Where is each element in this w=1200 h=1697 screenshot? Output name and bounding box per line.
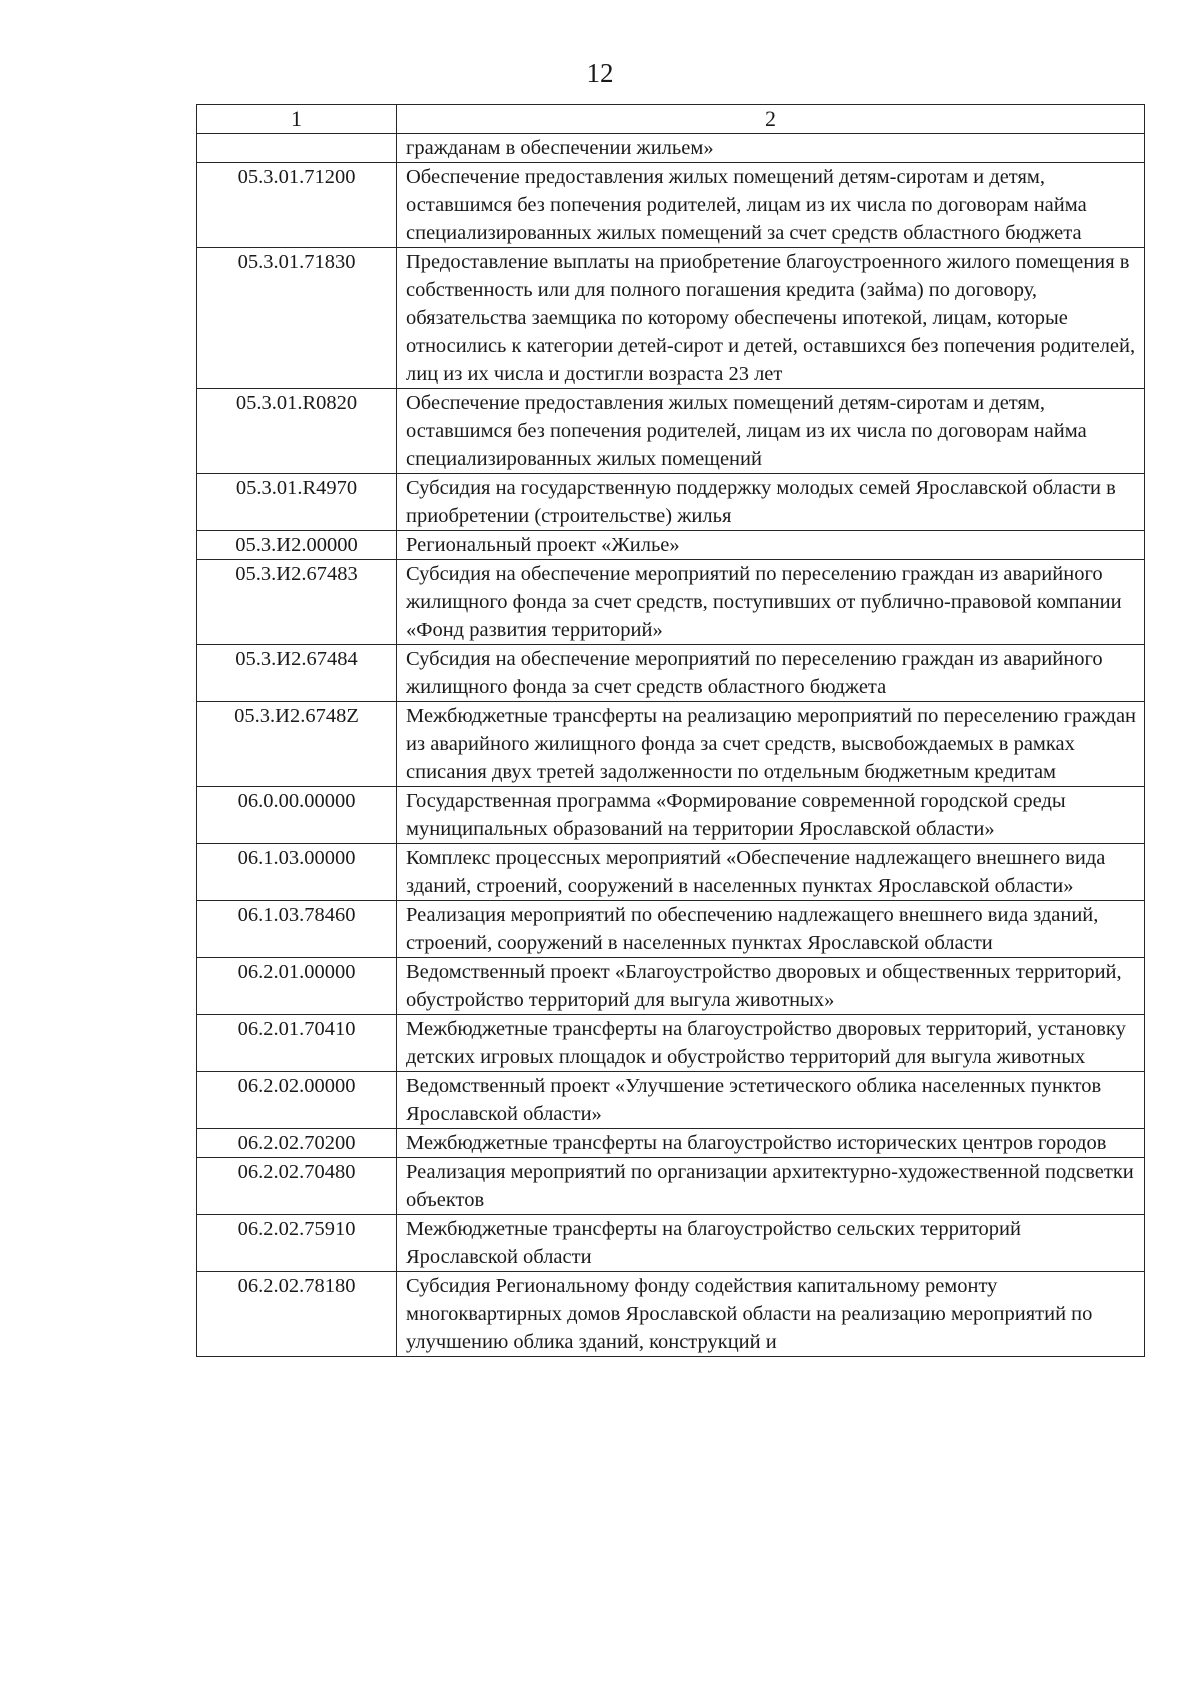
description-cell: Региональный проект «Жилье» [397, 531, 1145, 560]
budget-code-cell: 05.3.01.71830 [197, 248, 397, 389]
table-row [197, 844, 1145, 901]
column-header-description: 2 [397, 105, 1145, 134]
table-header-row [197, 105, 1145, 134]
table-row [197, 1015, 1145, 1072]
table-row [197, 531, 1145, 560]
budget-code-cell [197, 134, 397, 163]
budget-code-cell: 06.2.02.00000 [197, 1072, 397, 1129]
description-cell: Обеспечение предоставления жилых помещений детям-сиротам и детям, оставшимся без попечения родителей, лицам из их числа по договорам найма специализированных жилых помещений за счет средств областного бюджета [397, 163, 1145, 248]
table-row [197, 474, 1145, 531]
table-row [197, 134, 1145, 163]
page-number: 12 [586, 58, 614, 88]
budget-code-cell: 05.3.01.71200 [197, 163, 397, 248]
budget-code-cell: 06.2.02.70480 [197, 1158, 397, 1215]
description-cell: Межбюджетные трансферты на благоустройство исторических центров городов [397, 1129, 1145, 1158]
table-row [197, 1215, 1145, 1272]
budget-code-cell: 06.2.01.70410 [197, 1015, 397, 1072]
budget-code-cell: 05.3.01.R4970 [197, 474, 397, 531]
description-cell: Межбюджетные трансферты на благоустройство дворовых территорий, установку детских игровых площадок и обустройство территорий для выгула животных [397, 1015, 1145, 1072]
table-row [197, 645, 1145, 702]
description-cell: Субсидия на обеспечение мероприятий по переселению граждан из аварийного жилищного фонда за счет средств областного бюджета [397, 645, 1145, 702]
budget-code-cell: 06.2.02.75910 [197, 1215, 397, 1272]
budget-code-cell: 06.0.00.00000 [197, 787, 397, 844]
description-cell: Субсидия на государственную поддержку молодых семей Ярославской области в приобретении (строительстве) жилья [397, 474, 1145, 531]
budget-code-cell: 05.3.И2.6748Z [197, 702, 397, 787]
table-row [197, 1072, 1145, 1129]
description-cell: гражданам в обеспечении жильем» [397, 134, 1145, 163]
budget-code-cell: 05.3.И2.67484 [197, 645, 397, 702]
table-row [197, 1158, 1145, 1215]
budget-code-cell: 06.1.03.78460 [197, 901, 397, 958]
table-row [197, 958, 1145, 1015]
description-cell: Предоставление выплаты на приобретение благоустроенного жилого помещения в собственность или для полного погашения кредита (займа) по договору, обязательства заемщика по которому обеспечены ипотекой, лицам, которые относились к категории детей-сирот и детей, оставшихся без попечения родителей, лиц из их числа и достигли возраста 23 лет [397, 248, 1145, 389]
table-row [197, 389, 1145, 474]
description-cell: Ведомственный проект «Улучшение эстетического облика населенных пунктов Ярославской области» [397, 1072, 1145, 1129]
description-cell: Реализация мероприятий по обеспечению надлежащего внешнего вида зданий, строений, сооружений в населенных пунктах Ярославской области [397, 901, 1145, 958]
table-row [197, 560, 1145, 645]
table-row [197, 248, 1145, 389]
description-cell: Обеспечение предоставления жилых помещений детям-сиротам и детям, оставшимся без попечения родителей, лицам из их числа по договорам найма специализированных жилых помещений [397, 389, 1145, 474]
description-cell: Межбюджетные трансферты на реализацию мероприятий по переселению граждан из аварийного жилищного фонда за счет средств, высвобождаемых в рамках списания двух третей задолженности по отдельным бюджетным кредитам [397, 702, 1145, 787]
budget-code-cell: 06.2.02.78180 [197, 1272, 397, 1357]
table-body [197, 134, 1145, 1357]
description-cell: Ведомственный проект «Благоустройство дворовых и общественных территорий, обустройство территорий для выгула животных» [397, 958, 1145, 1015]
budget-code-cell: 05.3.И2.00000 [197, 531, 397, 560]
table-row [197, 1129, 1145, 1158]
table-row [197, 163, 1145, 248]
table-row [197, 1272, 1145, 1357]
description-cell: Государственная программа «Формирование современной городской среды муниципальных образований на территории Ярославской области» [397, 787, 1145, 844]
table-row [197, 901, 1145, 958]
description-cell: Субсидия на обеспечение мероприятий по переселению граждан из аварийного жилищного фонда за счет средств, поступивших от публично-правовой компании «Фонд развития территорий» [397, 560, 1145, 645]
budget-code-cell: 05.3.01.R0820 [197, 389, 397, 474]
budget-code-cell: 06.1.03.00000 [197, 844, 397, 901]
table-row [197, 787, 1145, 844]
description-cell: Межбюджетные трансферты на благоустройство сельских территорий Ярославской области [397, 1215, 1145, 1272]
budget-code-cell: 06.2.02.70200 [197, 1129, 397, 1158]
budget-code-cell: 05.3.И2.67483 [197, 560, 397, 645]
budget-code-cell: 06.2.01.00000 [197, 958, 397, 1015]
column-header-code: 1 [197, 105, 397, 134]
table-row [197, 702, 1145, 787]
description-cell: Реализация мероприятий по организации архитектурно-художественной подсветки объектов [397, 1158, 1145, 1215]
description-cell: Комплекс процессных мероприятий «Обеспечение надлежащего внешнего вида зданий, строений, сооружений в населенных пунктах Ярославской области» [397, 844, 1145, 901]
description-cell: Субсидия Региональному фонду содействия капитальному ремонту многоквартирных домов Ярославской области на реализацию мероприятий по улучшению облика зданий, конструкций и [397, 1272, 1145, 1357]
budget-code-table [196, 104, 1145, 1357]
